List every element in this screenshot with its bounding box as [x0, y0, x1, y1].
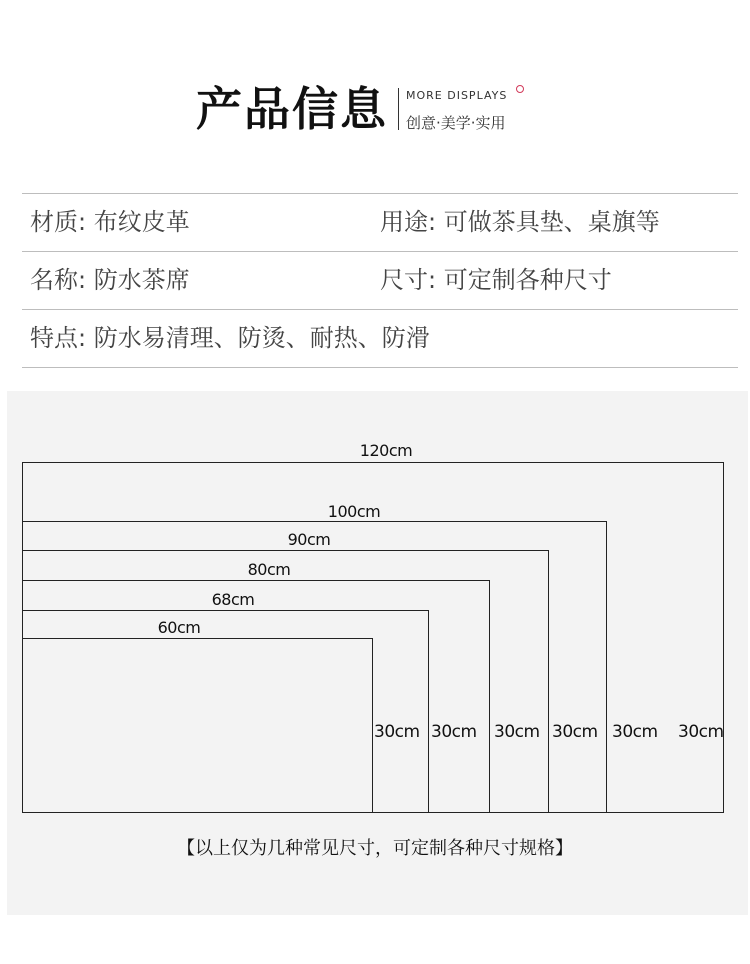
section-title: 产品信息 — [196, 82, 388, 136]
subtitle-cn: 创意·美学·实用 — [406, 114, 506, 132]
width-label-100: 100cm — [327, 502, 381, 521]
table-row — [22, 310, 738, 367]
width-label-120: 120cm — [359, 441, 413, 460]
height-label: 30cm — [494, 722, 540, 742]
info-material: 材质: 布纹皮革 — [30, 208, 190, 236]
height-label: 30cm — [552, 722, 598, 742]
height-label: 30cm — [431, 722, 477, 742]
size-rect-60 — [22, 638, 373, 813]
width-label-80: 80cm — [247, 560, 291, 579]
section-header — [0, 80, 750, 140]
info-size: 尺寸: 可定制各种尺寸 — [380, 266, 612, 294]
table-divider — [22, 367, 738, 368]
width-label-90: 90cm — [287, 530, 331, 549]
size-note: 【以上仅为几种常见尺寸，可定制各种尺寸规格】 — [177, 838, 573, 859]
info-name: 名称: 防水茶席 — [30, 266, 190, 294]
height-label: 30cm — [374, 722, 420, 742]
height-label: 30cm — [678, 722, 724, 742]
height-label: 30cm — [612, 722, 658, 742]
product-info-table — [22, 193, 738, 368]
width-label-68: 68cm — [211, 590, 255, 609]
table-row — [22, 252, 738, 309]
title-divider — [398, 88, 399, 130]
width-label-60: 60cm — [157, 618, 201, 637]
info-usage: 用途: 可做茶具垫、桌旗等 — [380, 208, 660, 236]
subtitle-en: MORE DISPLAYS — [406, 89, 508, 102]
accent-dot-icon — [516, 85, 524, 93]
table-row — [22, 194, 738, 251]
info-features: 特点: 防水易清理、防烫、耐热、防滑 — [30, 324, 430, 352]
